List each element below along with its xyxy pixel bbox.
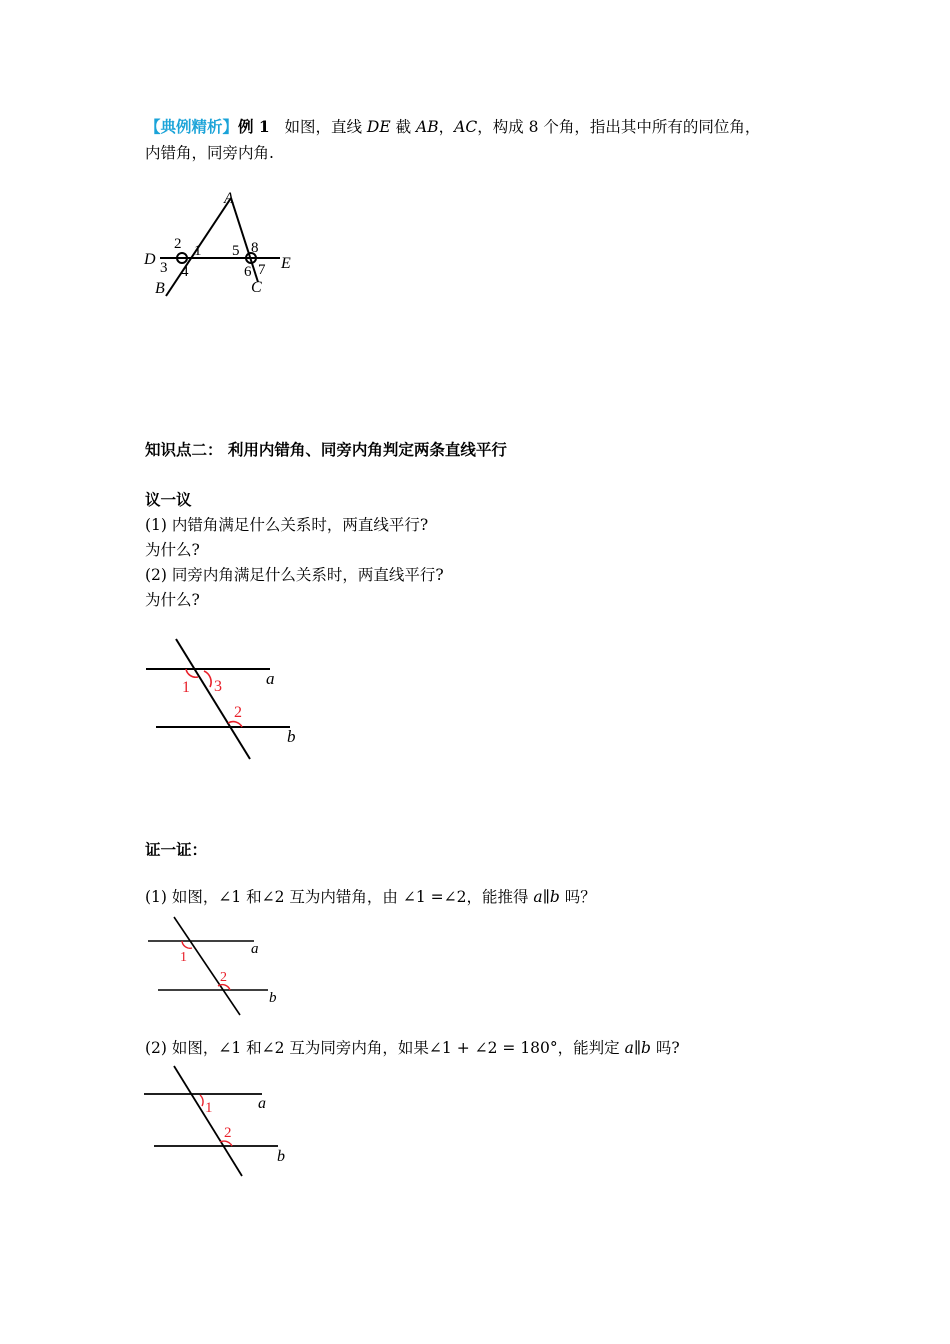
label-b: B [155, 280, 165, 297]
example-text: ，构成 8 个角，指出其中所有的同位角， [477, 118, 761, 136]
parallel-symbol: ∥ [633, 1039, 641, 1057]
prove-q1-text: (1) 如图，∠1 和∠2 互为内错角，由 ∠1 =∠2，能推得 [145, 888, 534, 906]
prove-q2-text: (2) 如图，∠1 和∠2 互为同旁内角，如果∠1 + ∠2 = 180°，能判定 [145, 1039, 625, 1057]
angle-1: 1 [205, 1100, 213, 1116]
label-a: a [258, 1095, 266, 1112]
example-line-2: 内错角，同旁内角. [145, 144, 274, 162]
example-text: ， [438, 118, 455, 136]
angle-2: 2 [234, 704, 242, 721]
arc-2 [218, 985, 230, 990]
angle-1: 1 [180, 950, 187, 965]
example-tag: 【典例精析】 [145, 117, 239, 136]
var-b: b [549, 888, 560, 906]
example-line-1 [145, 117, 760, 137]
angle-1: 1 [182, 679, 190, 696]
transversal [174, 917, 240, 1015]
discuss-q2b: 为什么? [145, 591, 200, 609]
angle-3: 3 [160, 260, 168, 276]
angle-2: 2 [174, 236, 182, 252]
var-a: a [533, 888, 543, 906]
prove-q1 [145, 887, 596, 907]
prove-q1-text-end: 吗？ [559, 888, 596, 906]
label-d: D [144, 251, 156, 268]
figure-parallel-lines-1 [140, 635, 310, 765]
label-a: A [224, 190, 234, 207]
angle-6: 6 [244, 264, 252, 280]
example-var-ab: AB [416, 118, 439, 136]
parallel-symbol: ∥ [542, 888, 550, 906]
example-label: 例 1 [238, 117, 270, 136]
discuss-q1b: 为什么? [145, 541, 200, 559]
figure-parallel-lines-2 [140, 915, 290, 1020]
angle-3: 3 [214, 678, 222, 695]
figure-parallel-lines-3 [138, 1062, 298, 1182]
var-b: b [641, 1039, 651, 1057]
label-a: a [251, 941, 259, 957]
label-b: b [287, 727, 296, 746]
angle-5: 5 [232, 243, 240, 259]
angle-4: 4 [181, 264, 189, 280]
prove-q2-text-end: 吗? [650, 1039, 680, 1057]
example-text: 如图，直线 [284, 118, 367, 136]
arc-1 [200, 1095, 203, 1106]
angle-7: 7 [258, 262, 266, 278]
transversal [176, 639, 250, 759]
prove-q2 [145, 1038, 680, 1058]
angle-8: 8 [251, 240, 259, 256]
angle-2: 2 [224, 1125, 232, 1141]
angle-1: 1 [194, 243, 202, 259]
label-b: b [269, 990, 277, 1006]
var-a: a [624, 1039, 634, 1057]
prove-title: 证一证： [145, 840, 208, 859]
discuss-q1: (1) 内错角满足什么关系时，两直线平行? [145, 516, 429, 534]
example-text: 截 [390, 118, 417, 136]
example-var-de: DE [366, 118, 391, 136]
figure-triangle-transversal [138, 188, 308, 298]
label-c: C [251, 279, 262, 296]
transversal [174, 1066, 242, 1176]
discuss-q2: (2) 同旁内角满足什么关系时，两直线平行? [145, 566, 444, 584]
discuss-title: 议一议 [145, 490, 192, 509]
label-e: E [281, 255, 291, 272]
angle-2: 2 [220, 970, 227, 985]
example-var-ac: AC [454, 118, 478, 136]
section-title: 知识点二： 利用内错角、同旁内角判定两条直线平行 [145, 440, 507, 459]
label-a: a [266, 669, 275, 688]
label-b: b [277, 1148, 285, 1165]
